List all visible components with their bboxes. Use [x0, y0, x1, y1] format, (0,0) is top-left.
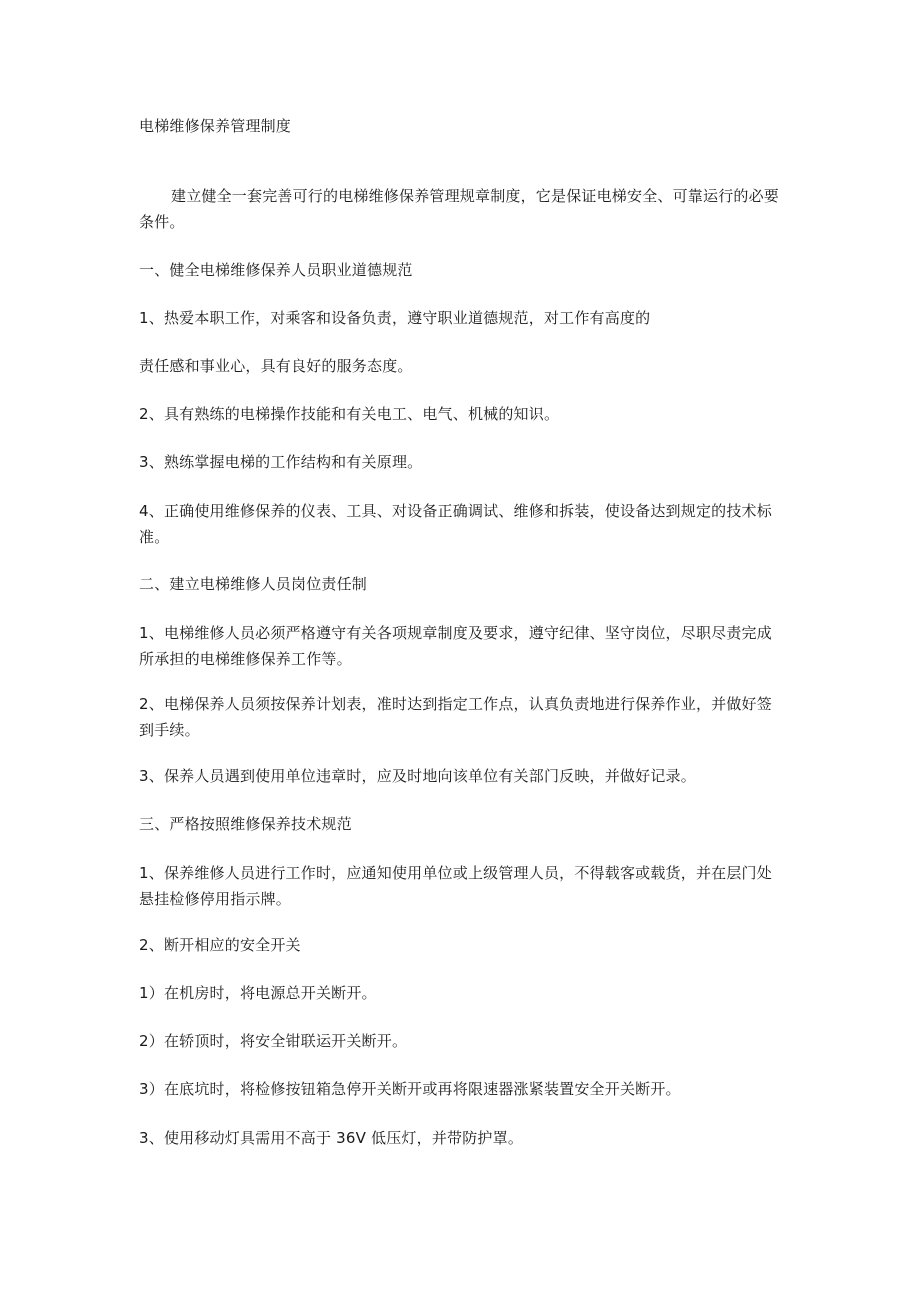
intro-paragraph: 建立健全一套完善可行的电梯维修保养管理规章制度，它是保证电梯安全、可靠运行的必要条件。 [139, 187, 780, 231]
section-2-item-2: 2、电梯保养人员须按保养计划表，准时达到指定工作点，认真负责地进行保养作业，并做好签到手续。 [139, 695, 772, 739]
section-1-item-1: 1、热爱本职工作，对乘客和设备负责，遵守职业道德规范，对工作有高度的 [139, 309, 651, 327]
section-3-heading: 三、严格按照维修保养技术规范 [139, 815, 352, 833]
section-3-item-3: 3、使用移动灯具需用不高于 36V 低压灯，并带防护罩。 [139, 1129, 524, 1147]
document-title: 电梯维修保养管理制度 [139, 117, 292, 135]
section-1-item-3: 3、熟练掌握电梯的工作结构和有关原理。 [139, 453, 423, 471]
section-3-sub-item-3: 3）在底坑时，将检修按钮箱急停开关断开或再将限速器涨紧装置安全开关断开。 [139, 1080, 681, 1098]
section-3-sub-item-2: 2）在轿顶时，将安全钳联运开关断开。 [139, 1032, 408, 1050]
section-1-item-1-continued: 责任感和事业心，具有良好的服务态度。 [139, 357, 413, 375]
section-1-item-2: 2、具有熟练的电梯操作技能和有关电工、电气、机械的知识。 [139, 405, 560, 423]
section-3-item-1: 1、保养维修人员进行工作时，应通知使用单位或上级管理人员，不得载客或载货，并在层门处悬挂检修停用指示牌。 [139, 864, 772, 908]
section-2-item-3: 3、保养人员遇到使用单位违章时，应及时地向该单位有关部门反映，并做好记录。 [139, 767, 696, 785]
section-3-item-2: 2、断开相应的安全开关 [139, 936, 301, 954]
section-1-heading: 一、健全电梯维修保养人员职业道德规范 [139, 261, 413, 279]
section-1-item-4: 4、正确使用维修保养的仪表、工具、对设备正确调试、维修和拆装，使设备达到规定的技术标准。 [139, 502, 772, 546]
section-3-sub-item-1: 1）在机房时，将电源总开关断开。 [139, 984, 377, 1002]
section-2-heading: 二、建立电梯维修人员岗位责任制 [139, 575, 368, 593]
section-2-item-1: 1、电梯维修人员必须严格遵守有关各项规章制度及要求，遵守纪律、坚守岗位，尽职尽责完成所承担的电梯维修保养工作等。 [139, 624, 772, 668]
